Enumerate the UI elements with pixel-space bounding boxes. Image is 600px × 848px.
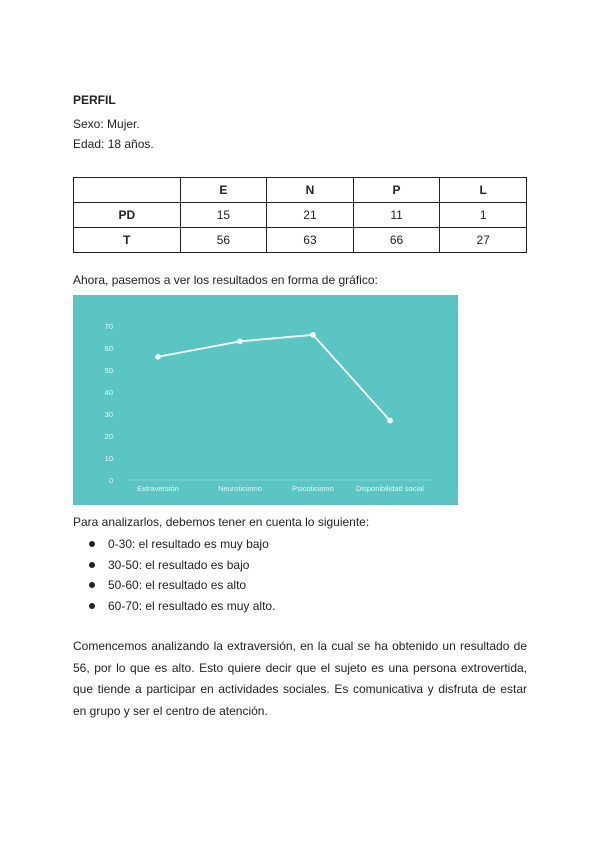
table-cell: 27 — [440, 228, 527, 253]
scores-table — [73, 177, 527, 253]
x-tick-label: Neuroticismo — [218, 484, 262, 493]
table-cell: 1 — [440, 203, 527, 228]
y-tick-label: 50 — [104, 366, 113, 375]
table-cell: 66 — [353, 228, 440, 253]
table-cell: 21 — [267, 203, 354, 228]
table-cell: 11 — [353, 203, 440, 228]
table-header-row — [74, 178, 527, 203]
table-header-cell: N — [267, 178, 354, 203]
table-row-label: T — [74, 228, 181, 253]
y-tick-label: 70 — [104, 322, 113, 331]
table-header-cell — [74, 178, 181, 203]
table-header-cell: E — [180, 178, 267, 203]
data-point — [387, 418, 393, 424]
list-item: 60-70: el resultado es muy alto. — [88, 596, 275, 617]
chart-intro-text: Ahora, pasemos a ver los resultados en forma de gráfico: — [73, 273, 378, 287]
table-cell: 15 — [180, 203, 267, 228]
y-tick-label: 60 — [104, 344, 113, 353]
table-cell: 56 — [180, 228, 267, 253]
y-tick-label: 20 — [104, 432, 113, 441]
table-row — [74, 228, 527, 253]
x-tick-label: Psicoticismo — [292, 484, 334, 493]
analysis-paragraph: Comencemos analizando la extraversión, en la cual se ha obtenido un resultado de 56, por lo que es alto. Esto quiere decir que el sujeto es una persona extrovertida, que tiende a participar en actividades sociales. Es comunicativa y disfruta de estar en grupo y ser el centro de atención. — [73, 639, 527, 718]
chart-svg — [73, 295, 458, 505]
table-row — [74, 203, 527, 228]
x-tick-label: Disponibilidad social — [356, 484, 424, 493]
data-point — [310, 332, 316, 338]
list-item: 0-30: el resultado es muy bajo — [88, 534, 275, 555]
y-tick-label: 10 — [104, 454, 113, 463]
table-header-cell: L — [440, 178, 527, 203]
y-tick-label: 0 — [108, 476, 113, 485]
table-header-cell: P — [353, 178, 440, 203]
data-point — [237, 339, 243, 345]
series-line — [158, 335, 390, 421]
x-tick-label: Extraversión — [137, 484, 179, 493]
results-chart — [73, 295, 458, 505]
profile-age: Edad: 18 años. — [73, 137, 154, 151]
profile-title: PERFIL — [73, 93, 116, 107]
data-point — [155, 354, 161, 360]
profile-block — [73, 92, 527, 154]
y-tick-label: 40 — [104, 388, 113, 397]
list-item: 30-50: el resultado es bajo — [88, 555, 275, 576]
y-tick-label: 30 — [104, 410, 113, 419]
table-cell: 63 — [267, 228, 354, 253]
profile-sex: Sexo: Mujer. — [73, 117, 140, 131]
table-row-label: PD — [74, 203, 181, 228]
analysis-intro: Para analizarlos, debemos tener en cuenta lo siguiente: — [73, 515, 370, 529]
ranges-list — [88, 534, 275, 616]
list-item: 50-60: el resultado es alto — [88, 575, 275, 596]
